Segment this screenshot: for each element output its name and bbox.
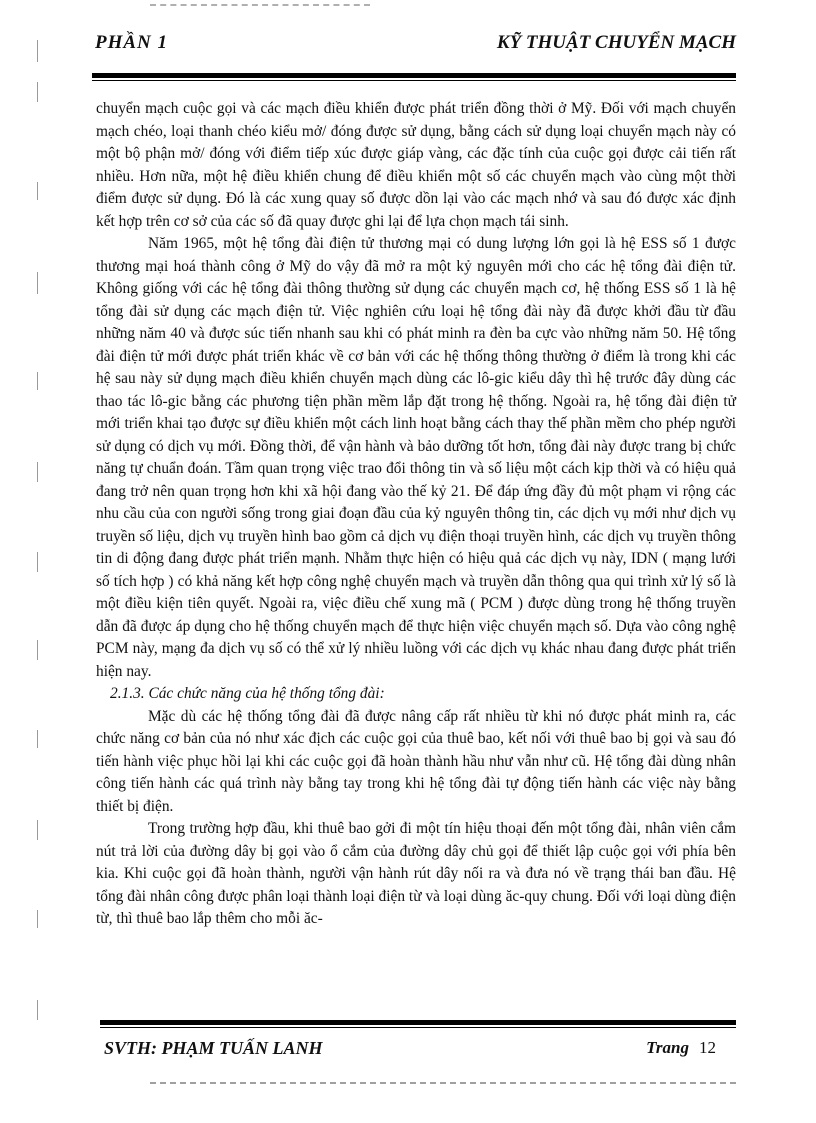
page-footer: [104, 1038, 716, 1064]
scan-margin-mark: [37, 372, 38, 390]
scan-margin-mark: [37, 820, 38, 840]
scan-margin-mark: [37, 910, 38, 928]
scan-artifact-top: [150, 4, 370, 8]
scan-margin-mark: [37, 730, 38, 748]
scan-artifact-bottom: [150, 1082, 736, 1086]
section-heading: 2.1.3. Các chức năng của hệ thống tổng đài:: [110, 685, 385, 702]
body-text: [96, 98, 736, 931]
scan-margin-mark: [37, 182, 38, 200]
scan-margin-mark: [37, 272, 38, 294]
paragraph: Trong trường hợp đầu, khi thuê bao gởi đi một tín hiệu thoại đến một tổng đài, nhân viên cắm nút trả lời của đường dây bị gọi vào ổ cắm của đường dây chủ gọi để thiết lập cuộc gọi với phía bên kia. Khi cuộc gọi đã hoàn thành, người vận hành rút dây nối ra và đưa nó về trạng thái ban đầu. Hệ tổng đài nhân công được phân loại thành loại điện từ và loại dùng ăc-quy chung. Đối với loại dùng điện từ, thì thuê bao lắp thêm cho mỗi ăc-: [96, 820, 736, 927]
paragraph: chuyển mạch cuộc gọi và các mạch điều khiển được phát triển đồng thời ở Mỹ. Đối với mạch chuyển mạch chéo, loại thanh chéo kiểu mở/ đóng được sử dụng, bằng cách sử dụng loại chuyển mạch này có một bộ phận mở/ đóng với điểm tiếp xúc được giáp vàng, các đặc tính của cuộc gọi được cải tiến rất nhiều. Hơn nữa, một hệ điều khiển chung để điều khiển một số các chuyển mạch vào cùng một thời điểm được sử dụng. Đó là các xung quay số được dồn lại vào các mạch nhớ và sau đó được xác định kết hợp trên cơ sở của các số đã quay được ghi lại để lựa chọn mạch tái sinh.: [96, 100, 736, 230]
footer-author: SVTH: PHẠM TUẤN LANH: [104, 1038, 323, 1058]
scan-margin-mark: [37, 462, 38, 482]
footer-rule-thin: [100, 1027, 736, 1028]
header-rule-thin: [92, 80, 736, 81]
header-rule: [92, 73, 736, 78]
scan-margin-mark: [37, 552, 38, 572]
scan-margin-mark: [37, 82, 38, 102]
header-chapter-title: KỸ THUẬT CHUYỂN MẠCH: [496, 32, 736, 53]
page-label: Trang: [646, 1038, 689, 1057]
paragraph: Năm 1965, một hệ tổng đài điện tử thương mại có dung lượng lớn gọi là hệ ESS số 1 được thương mại hoá thành công ở Mỹ do vậy đã mở ra một kỷ nguyên mới cho các hệ tổng đài điện tử. Không giống với các hệ tổng đài thông thường sử dụng các chuyển mạch cơ, hệ thống ESS số 1 là hệ tổng đài sử dụng các mạch điện tử. Việc nghiên cứu loại hệ tổng đài này đã được khởi đầu từ đầu những năm 40 và được súc tiến nhanh sau khi có phát minh ra đèn ba cực vào những năm 50. Hệ tổng đài điện tử mới được phát triển khác về cơ bản với các hệ thống thông thường ở điểm là trong khi các hệ sau này sử dụng mạch điều khiển chuyển mạch dùng các lô-gic kiểu dây thì hệ trước đây dùng các thao tác lô-gic bằng các phương tiện phần mềm lắp đặt trong hệ thống. Ngoài ra, hệ tổng đài điện tử mới triển khai tạo được sự điều khiển một cách linh hoạt bằng cách thay thế phần mềm cho phép người sử dụng có dịch vụ mới. Đồng thời, để vận hành và bảo dưỡng tốt hơn, tổng đài này được trang bị chức năng tự chuẩn đoán. Tầm quan trọng việc trao đổi thông tin và số liệu một cách kịp thời và có hiệu quả đang trở nên quan trọng hơn khi xã hội đang vào thế kỷ 21. Để đáp ứng đầy đủ một phạm vi rộng các nhu cầu của con người sống trong giai đoạn đầu của kỷ nguyên thông tin, các dịch vụ mới như dịch vụ truyền số liệu, dịch vụ truyền hình bao gồm cả dịch vụ điện thoại truyền hình, các dịch vụ truyền thông tin di động đang được phát triển mạnh. Nhằm thực hiện có hiệu quả các dịch vụ này, IDN ( mạng lưới số tích hợp ) có khả năng kết hợp công nghệ chuyển mạch và truyền dẫn thông qua qui trình xử lý số là một điều kiện tiên quyết. Ngoài ra, việc điều chế xung mã ( PCM ) được dùng trong hệ thống truyền dẫn đã được áp dụng cho hệ thống chuyển mạch để thực hiện việc chuyển mạch số. Dựa vào công nghệ PCM này, mạng đa dịch vụ số có thể xử lý nhiều luồng với các dịch vụ khác nhau đang được phát triển hiện nay.: [96, 235, 736, 680]
header-part-title: PHẦN 1: [95, 32, 169, 53]
scan-margin-mark: [37, 640, 38, 660]
footer-rule: [100, 1020, 736, 1025]
page-number-block: [646, 1038, 716, 1058]
page-header: [95, 30, 736, 60]
scan-margin-mark: [37, 1000, 38, 1020]
page-number: 12: [699, 1038, 716, 1057]
scan-margin-mark: [37, 40, 38, 62]
paragraph: Mặc dù các hệ thống tổng đài đã được nâng cấp rất nhiều từ khi nó được phát minh ra, các chức năng cơ bản của nó như xác địch các cuộc gọi của thuê bao, kết nối với thuê bao bị gọi và sau đó tiến hành việc phục hồi lại khi các cuộc gọi đã hoàn thành hầu như vẫn như cũ. Hệ tổng đài dùng nhân công tiến hành các quá trình này bằng tay trong khi hệ tổng đài tự động tiến hành các việc này bằng thiết bị điện.: [96, 707, 736, 815]
